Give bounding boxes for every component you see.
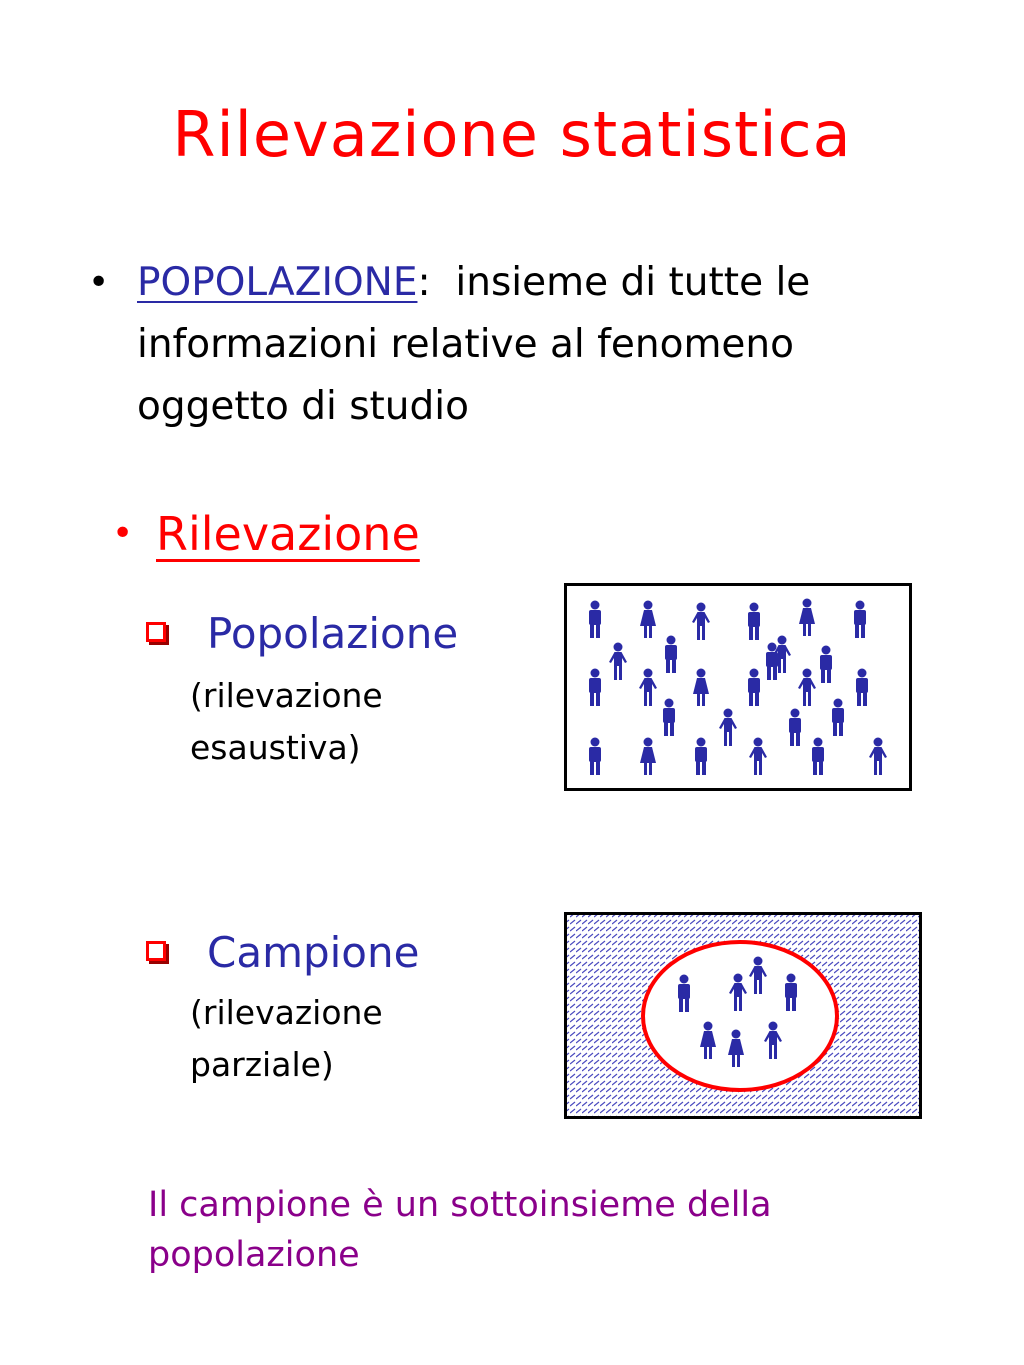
slide-title: Rilevazione statistica (172, 98, 852, 171)
definition-text: insieme di tutte le informazioni relative al fenomeno oggetto di studio (137, 260, 811, 429)
sample-circle (643, 942, 837, 1090)
bullet-marker: • (112, 513, 134, 554)
population-term: POPOLAZIONE (137, 260, 418, 305)
checkbox-bullet-icon (146, 622, 166, 642)
sample-item-note: parziale) (190, 1045, 334, 1084)
sample-item-note: (rilevazione (190, 993, 383, 1032)
survey-heading: Rilevazione (156, 507, 420, 561)
conclusion-text: Il campione è un sottoinsieme della popolazione (148, 1185, 772, 1275)
checkbox-bullet-icon (146, 941, 166, 961)
population-illustration (564, 583, 912, 791)
term-separator: : (417, 260, 456, 305)
sample-illustration (564, 912, 922, 1119)
population-definition (137, 252, 957, 438)
population-item-note: esaustiva) (190, 728, 361, 767)
bullet-marker: • (88, 262, 110, 303)
population-item-note: (rilevazione (190, 676, 383, 715)
sample-item-label: Campione (207, 928, 420, 977)
population-item-label: Popolazione (207, 609, 459, 658)
